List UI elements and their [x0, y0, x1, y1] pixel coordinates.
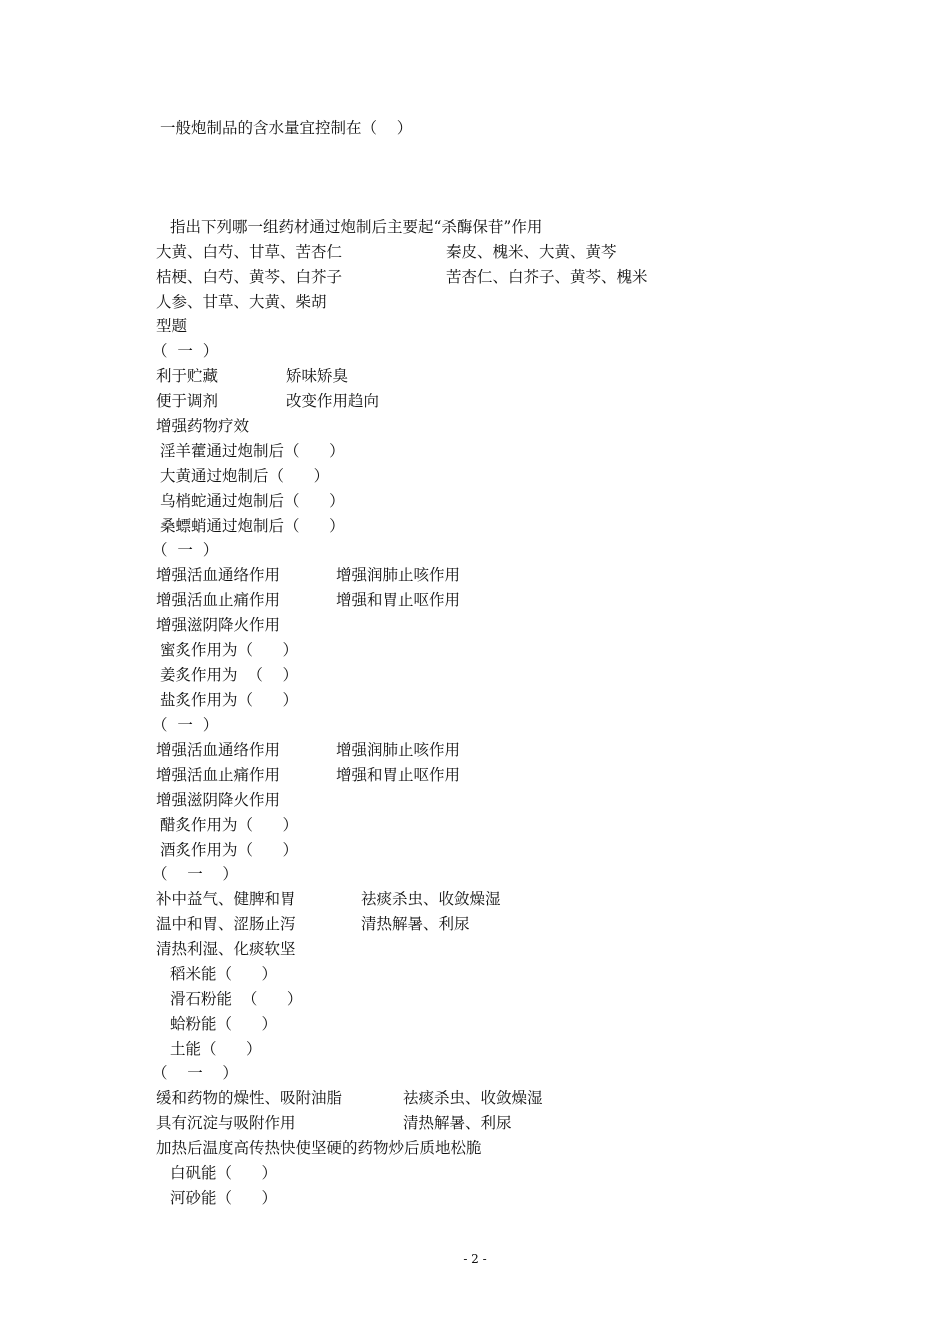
group3-option: 增强和胃止呕作用 — [336, 766, 461, 784]
group3-option: 增强活血止痛作用 — [156, 766, 281, 784]
group2-option: 增强活血通络作用 — [156, 566, 281, 584]
group4-option: 温中和胃、涩肠止泻 — [156, 915, 296, 933]
group4-option: 清热利湿、化痰软坚 — [156, 940, 296, 958]
group2-option: 增强活血止痛作用 — [156, 591, 281, 609]
group4-option: 补中益气、健脾和胃 — [156, 890, 296, 908]
group-marker: （ 一 ） — [152, 1064, 238, 1082]
option-b: 秦皮、槐米、大黄、黄芩 — [446, 243, 617, 261]
group3-option: 增强润肺止咳作用 — [336, 741, 461, 759]
page-number: - 2 - — [463, 1252, 487, 1266]
group4-question: 稻米能（ ） — [170, 965, 278, 983]
group5-question: 白矾能（ ） — [170, 1164, 278, 1182]
group-marker: （ 一 ） — [152, 716, 219, 734]
group3-option: 增强活血通络作用 — [156, 741, 281, 759]
option-d: 苦杏仁、白芥子、黄芩、槐米 — [446, 268, 648, 286]
group3-question: 酒炙作用为（ ） — [160, 841, 299, 859]
group1-option: 利于贮藏 — [156, 367, 219, 385]
group3-option: 增强滋阴降火作用 — [156, 791, 281, 809]
group2-question: 盐炙作用为（ ） — [160, 691, 299, 709]
option-c: 桔梗、白芍、黄芩、白芥子 — [156, 268, 343, 286]
group2-question: 蜜炙作用为（ ） — [160, 641, 299, 659]
group1-option: 改变作用趋向 — [286, 392, 380, 410]
type-title: 型题 — [156, 317, 188, 335]
group3-question: 醋炙作用为（ ） — [160, 816, 299, 834]
group-marker: （ 一 ） — [152, 865, 238, 883]
group2-question: 姜炙作用为 （ ） — [160, 666, 299, 684]
group5-option: 缓和药物的燥性、吸附油脂 — [156, 1089, 343, 1107]
group5-option: 加热后温度高传热快使坚硬的药物炒后质地松脆 — [156, 1139, 482, 1157]
group-marker: （ 一 ） — [152, 342, 219, 360]
group4-option: 清热解暑、利尿 — [361, 915, 470, 933]
group1-question: 大黄通过炮制后（ ） — [160, 467, 330, 485]
question-water-content: 一般炮制品的含水量宜控制在（ ） — [160, 119, 413, 137]
group4-question: 滑石粉能 （ ） — [170, 990, 303, 1008]
group-marker: （ 一 ） — [152, 541, 219, 559]
group2-option: 增强润肺止咳作用 — [336, 566, 461, 584]
group1-option: 增强药物疗效 — [156, 417, 250, 435]
group5-question: 河砂能（ ） — [170, 1189, 278, 1207]
group2-option: 增强和胃止呕作用 — [336, 591, 461, 609]
group2-option: 增强滋阴降火作用 — [156, 616, 281, 634]
group5-option: 具有沉淀与吸附作用 — [156, 1114, 296, 1132]
group4-question: 土能（ ） — [170, 1040, 262, 1058]
question-enzyme-stem: 指出下列哪一组药材通过炮制后主要起“杀酶保苷”作用 — [170, 218, 543, 236]
group1-question: 淫羊藿通过炮制后（ ） — [160, 442, 345, 460]
option-a: 大黄、白芍、甘草、苦杏仁 — [156, 243, 343, 261]
group1-option: 便于调剂 — [156, 392, 219, 410]
option-e: 人参、甘草、大黄、柴胡 — [156, 293, 327, 311]
group5-option: 清热解暑、利尿 — [403, 1114, 512, 1132]
group1-question: 桑螵蛸通过炮制后（ ） — [160, 517, 345, 535]
group4-option: 祛痰杀虫、收敛燥湿 — [361, 890, 501, 908]
group1-option: 矫味矫臭 — [286, 367, 349, 385]
group5-option: 祛痰杀虫、收敛燥湿 — [403, 1089, 543, 1107]
group4-question: 蛤粉能（ ） — [170, 1015, 278, 1033]
group1-question: 乌梢蛇通过炮制后（ ） — [160, 492, 345, 510]
